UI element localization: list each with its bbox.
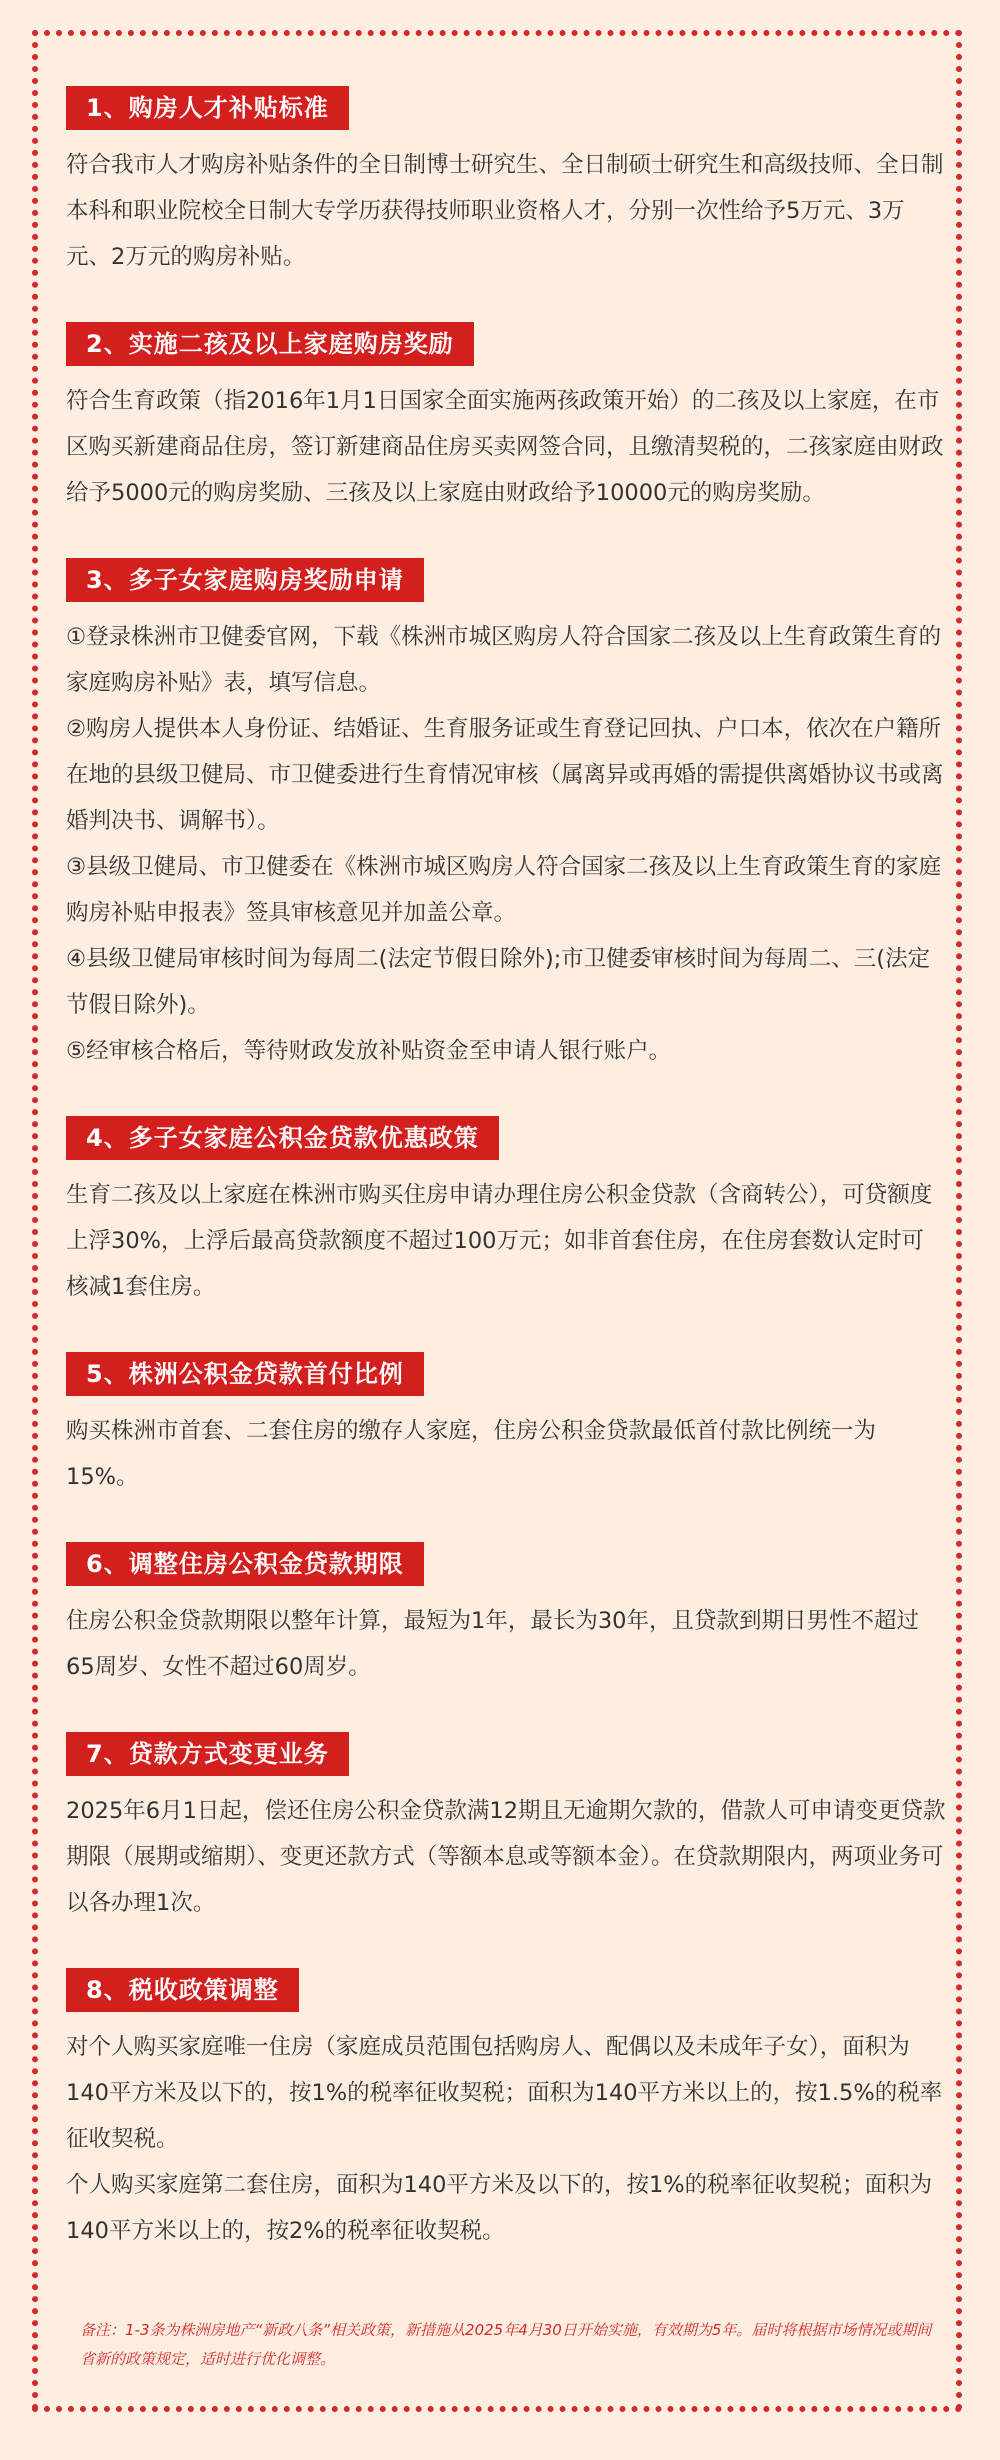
section-paragraph: 住房公积金贷款期限以整年计算，最短为1年，最长为30年，且贷款到期日男性不超过65周岁、女性不超过60周岁。: [66, 1608, 919, 1680]
step-paragraph: ④县级卫健局审核时间为每周二(法定节假日除外);市卫健委审核时间为每周二、三(法定节假日除外)。: [66, 946, 931, 1018]
section-7: [66, 1732, 946, 1926]
section-paragraph: 符合生育政策（指2016年1月1日国家全面实施两孩政策开始）的二孩及以上家庭，在市区购买新建商品住房，签订新建商品住房买卖网签合同，且缴清契税的，二孩家庭由财政给予5000元的购房奖励、三孩及以上家庭由财政给予10000元的购房奖励。: [66, 388, 944, 506]
section-title: 2、实施二孩及以上家庭购房奖励: [66, 322, 474, 366]
section-title: 3、多子女家庭购房奖励申请: [66, 558, 424, 602]
section-1: [66, 86, 946, 280]
section-paragraph: 2025年6月1日起，偿还住房公积金贷款满12期且无逾期欠款的，借款人可申请变更贷款期限（展期或缩期）、变更还款方式（等额本息或等额本金）。在贷款期限内，两项业务可以各办理1次。: [66, 1798, 946, 1916]
section-3: [66, 558, 946, 1074]
section-title: 5、株洲公积金贷款首付比例: [66, 1352, 424, 1396]
section-paragraph: 符合我市人才购房补贴条件的全日制博士研究生、全日制硕士研究生和高级技师、全日制本科和职业院校全日制大专学历获得技师职业资格人才，分别一次性给予5万元、3万元、2万元的购房补贴。: [66, 152, 944, 270]
section-5: [66, 1352, 946, 1500]
policy-content: [66, 86, 946, 2296]
section-paragraph: 对个人购买家庭唯一住房（家庭成员范围包括购房人、配偶以及未成年子女），面积为140平方米及以下的，按1%的税率征收契税；面积为140平方米以上的，按1.5%的税率征收契税。: [66, 2034, 943, 2152]
section-paragraph: 生育二孩及以上家庭在株洲市购买住房申请办理住房公积金贷款（含商转公），可贷额度上浮30%，上浮后最高贷款额度不超过100万元；如非首套住房，在住房套数认定时可核减1套住房。: [66, 1182, 933, 1300]
section-paragraph: 个人购买家庭第二套住房，面积为140平方米及以下的，按1%的税率征收契税；面积为140平方米以上的，按2%的税率征收契税。: [66, 2172, 933, 2244]
step-paragraph: ②购房人提供本人身份证、结婚证、生育服务证或生育登记回执、户口本，依次在户籍所在地的县级卫健局、市卫健委进行生育情况审核（属离异或再婚的需提供离婚协议书或离婚判决书、调解书）。: [66, 716, 944, 834]
footnote: 备注：1-3条为株洲房地产“新政八条”相关政策，新措施从2025年4月30日开始实施，有效期为5年。届时将根据市场情况或期间省新的政策规定，适时进行优化调整。: [80, 2321, 932, 2368]
section-title: 7、贷款方式变更业务: [66, 1732, 349, 1776]
section-6: [66, 1542, 946, 1690]
section-title: 6、调整住房公积金贷款期限: [66, 1542, 424, 1586]
section-title: 8、税收政策调整: [66, 1968, 299, 2012]
step-paragraph: ⑤经审核合格后，等待财政发放补贴资金至申请人银行账户。: [66, 1038, 672, 1064]
section-2: [66, 322, 946, 516]
step-paragraph: ③县级卫健局、市卫健委在《株洲市城区购房人符合国家二孩及以上生育政策生育的家庭购房补贴申报表》签具审核意见并加盖公章。: [66, 854, 942, 926]
section-title: 1、购房人才补贴标准: [66, 86, 349, 130]
step-paragraph: ①登录株洲市卫健委官网，下载《株洲市城区购房人符合国家二孩及以上生育政策生育的家庭购房补贴》表，填写信息。: [66, 624, 942, 696]
section-4: [66, 1116, 946, 1310]
section-8: [66, 1968, 946, 2254]
section-title: 4、多子女家庭公积金贷款优惠政策: [66, 1116, 499, 1160]
section-paragraph: 购买株洲市首套、二套住房的缴存人家庭，住房公积金贷款最低首付款比例统一为15%。: [66, 1418, 877, 1490]
